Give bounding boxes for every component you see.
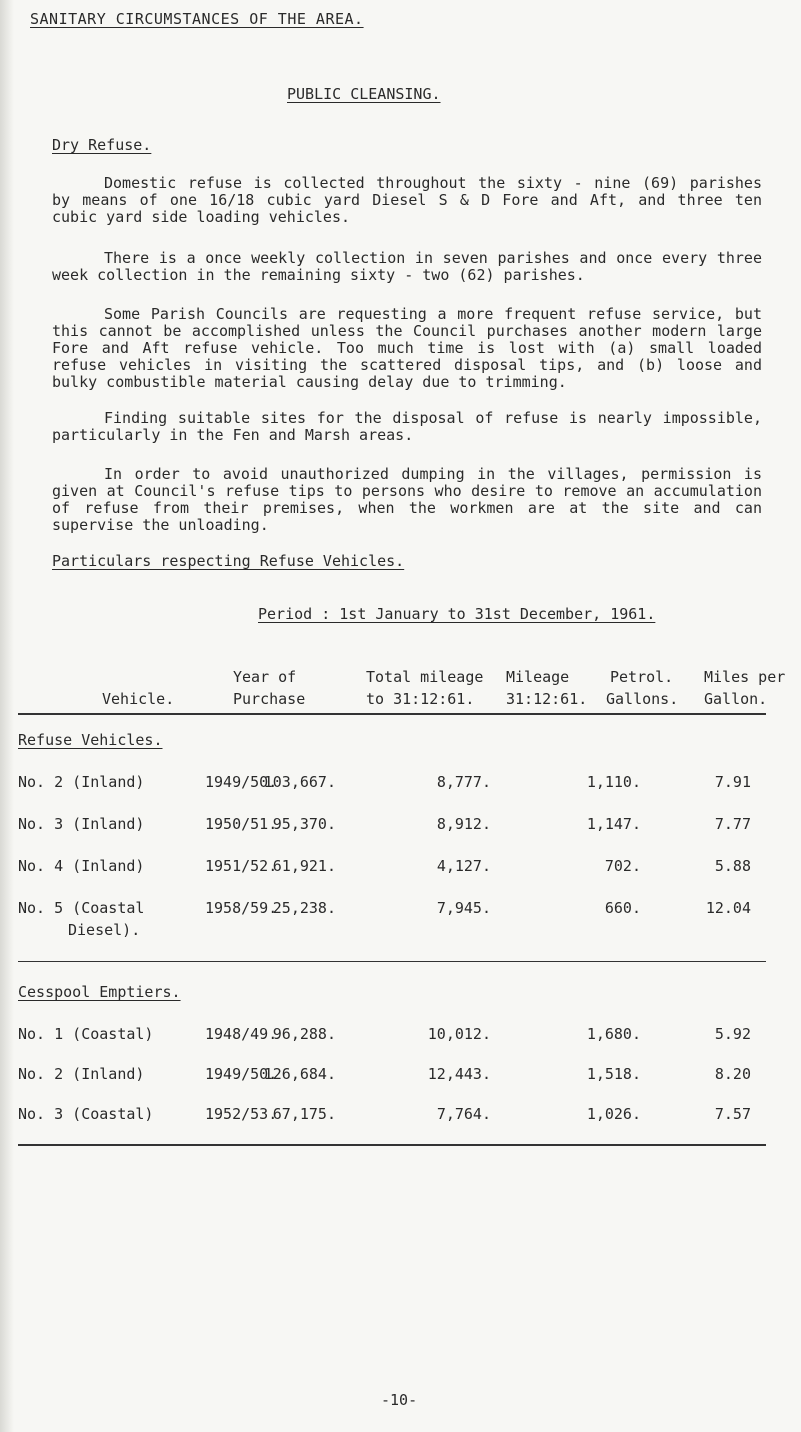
cell-total: 126,684. <box>263 1065 336 1083</box>
paragraph-1: Domestic refuse is collected throughout the sixty - nine (69) parishes by means of one 16/18 cubic yard Diesel S & D Fore and Aft, and three ten cubic yard side loading vehicles. <box>52 174 762 226</box>
cell-mpg: 7.57 <box>714 1105 751 1123</box>
cell-vehicle-line2: Diesel). <box>68 921 141 939</box>
cell-vehicle: No. 2 (Inland) <box>18 773 145 791</box>
cell-mileage: 7,764. <box>436 1105 491 1123</box>
col-mpg-line1: Miles per <box>704 668 786 686</box>
cell-mpg: 12.04 <box>705 899 751 917</box>
group-rule <box>18 961 766 962</box>
cell-petrol: 1,147. <box>586 815 641 833</box>
table-heading: Particulars respecting Refuse Vehicles. <box>52 552 405 570</box>
col-year-line2: Purchase <box>233 690 306 708</box>
col-petrol-line2: Gallons. <box>606 690 679 708</box>
col-total-line2: to 31:12:61. <box>366 690 475 708</box>
cell-petrol: 660. <box>604 899 641 917</box>
cell-vehicle: No. 1 (Coastal) <box>18 1025 154 1043</box>
cell-petrol: 1,026. <box>586 1105 641 1123</box>
cell-mpg: 7.91 <box>714 773 751 791</box>
paragraph-3: Some Parish Councils are requesting a more frequent refuse service, but this cannot be accomplished unless the Council purchases another modern large Fore and Aft refuse vehicle. Too much time is lost with (a) small loaded refuse vehicles in visiting the scattered disposal tips, and (b) loose and bulky combustible material causing delay due to trimming. <box>52 305 762 391</box>
cell-petrol: 702. <box>604 857 641 875</box>
cell-petrol: 1,680. <box>586 1025 641 1043</box>
group-label-cesspool: Cesspool Emptiers. <box>18 983 181 1001</box>
cell-total: 96,288. <box>272 1025 336 1043</box>
group-label-refuse: Refuse Vehicles. <box>18 731 163 749</box>
cell-petrol: 1,518. <box>586 1065 641 1083</box>
cell-year: 1950/51. <box>205 815 278 833</box>
cell-total: 67,175. <box>272 1105 336 1123</box>
cell-mpg: 5.92 <box>714 1025 751 1043</box>
cell-year: 1949/50. <box>205 1065 278 1083</box>
cell-year: 1958/59. <box>205 899 278 917</box>
cell-year: 1951/52. <box>205 857 278 875</box>
cell-mpg: 8.20 <box>714 1065 751 1083</box>
table-bottom-rule <box>18 1144 766 1146</box>
cell-mileage: 10,012. <box>427 1025 491 1043</box>
cell-total: 61,921. <box>272 857 336 875</box>
page-number: -10- <box>381 1391 418 1409</box>
col-petrol-line1: Petrol. <box>610 668 674 686</box>
cell-total: 95,370. <box>272 815 336 833</box>
cell-total: 25,238. <box>272 899 336 917</box>
cell-mpg: 5.88 <box>714 857 751 875</box>
cell-vehicle: No. 5 (Coastal <box>18 899 145 917</box>
cell-vehicle: No. 2 (Inland) <box>18 1065 145 1083</box>
scan-edge-shadow <box>0 0 14 1432</box>
paragraph-4: Finding suitable sites for the disposal of refuse is nearly impossible, particularly in the Fen and Marsh areas. <box>52 409 762 444</box>
cell-mileage: 8,912. <box>436 815 491 833</box>
col-mileage-line1: Mileage <box>506 668 570 686</box>
paragraph-5: In order to avoid unauthorized dumping in the villages, permission is given at Council's refuse tips to persons who desire to remove an accumulation of refuse from their premises, when the workmen are at the site and can supervise the unloading. <box>52 465 762 534</box>
cell-year: 1952/53. <box>205 1105 278 1123</box>
col-vehicle-line2: Vehicle. <box>102 690 175 708</box>
cell-petrol: 1,110. <box>586 773 641 791</box>
cell-vehicle: No. 4 (Inland) <box>18 857 145 875</box>
cell-mileage: 4,127. <box>436 857 491 875</box>
header-rule <box>18 713 766 715</box>
subsection-title: Dry Refuse. <box>52 136 152 154</box>
cell-total: 103,667. <box>263 773 336 791</box>
cell-mpg: 7.77 <box>714 815 751 833</box>
cell-mileage: 7,945. <box>436 899 491 917</box>
table-period: Period : 1st January to 31st December, 1961. <box>258 605 656 623</box>
cell-vehicle: No. 3 (Coastal) <box>18 1105 154 1123</box>
cell-year: 1948/49. <box>205 1025 278 1043</box>
page-title: SANITARY CIRCUMSTANCES OF THE AREA. <box>30 10 364 28</box>
cell-mileage: 12,443. <box>427 1065 491 1083</box>
cell-year: 1949/50. <box>205 773 278 791</box>
cell-vehicle: No. 3 (Inland) <box>18 815 145 833</box>
section-title: PUBLIC CLEANSING. <box>287 85 441 103</box>
col-total-line1: Total mileage <box>366 668 484 686</box>
col-year-line1: Year of <box>233 668 297 686</box>
cell-mileage: 8,777. <box>436 773 491 791</box>
paragraph-2: There is a once weekly collection in seven parishes and once every three week collection in the remaining sixty - two (62) parishes. <box>52 249 762 284</box>
col-mileage-line2: 31:12:61. <box>506 690 588 708</box>
col-mpg-line2: Gallon. <box>704 690 768 708</box>
